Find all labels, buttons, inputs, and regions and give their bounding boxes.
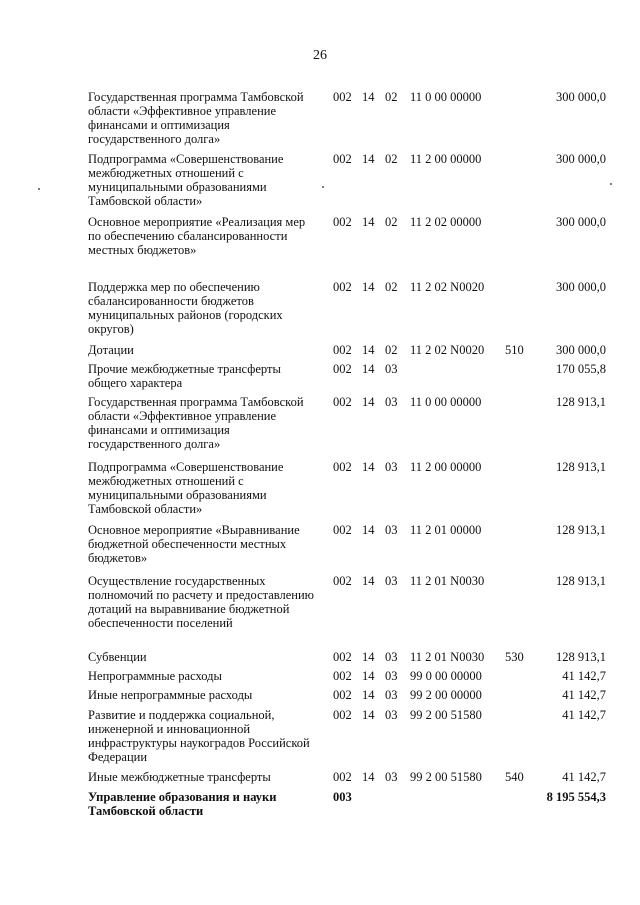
row-ved: 002 [333,395,352,409]
row-pr: 03 [385,395,398,409]
row-ved: 002 [333,280,352,294]
row-rz: 14 [362,669,375,683]
row-ved: 002 [333,460,352,474]
row-sum: 300 000,0 [556,90,606,104]
row-sum: 300 000,0 [556,343,606,357]
row-cs: 11 2 00 00000 [410,152,482,166]
row-name: Непрограммные расходы [88,669,222,683]
row-ved: 002 [333,708,352,722]
row-vr: 540 [505,770,524,784]
row-cs: 11 0 00 00000 [410,90,482,104]
row-pr: 03 [385,708,398,722]
row-vr: 510 [505,343,524,357]
row-vr: 530 [505,650,524,664]
row-ved: 002 [333,90,352,104]
row-name: Осуществление государственных полномочий по расчету и предоставлению дотаций на выравнивание бюджетной обеспеченности поселений [88,574,315,630]
row-rz: 14 [362,460,375,474]
row-pr: 02 [385,343,398,357]
row-pr: 03 [385,574,398,588]
row-sum: 170 055,8 [556,362,606,376]
row-sum: 41 142,7 [562,708,606,722]
row-cs: 11 2 00 00000 [410,460,482,474]
row-sum: 300 000,0 [556,280,606,294]
row-cs: 99 0 00 00000 [410,669,482,683]
row-sum: 128 913,1 [556,523,606,537]
row-sum: 41 142,7 [562,688,606,702]
row-cs: 11 2 02 00000 [410,215,482,229]
row-name: Поддержка мер по обеспечению сбалансированности бюджетов муниципальных районов (городских округов) [88,280,283,336]
row-rz: 14 [362,152,375,166]
row-sum: 8 195 554,3 [546,790,606,804]
row-rz: 14 [362,280,375,294]
row-name: Основное мероприятие «Реализация мер по обеспечению сбалансированности местных бюджетов» [88,215,306,257]
row-name: Основное мероприятие «Выравнивание бюджетной обеспеченности местных бюджетов» [88,523,300,565]
row-pr: 02 [385,152,398,166]
scan-speck [38,188,40,190]
row-ved: 002 [333,574,352,588]
row-rz: 14 [362,688,375,702]
scan-speck [322,186,324,188]
row-sum: 300 000,0 [556,215,606,229]
row-cs: 11 0 00 00000 [410,395,482,409]
row-pr: 03 [385,362,398,376]
row-cs: 99 2 00 51580 [410,708,482,722]
row-sum: 128 913,1 [556,650,606,664]
row-cs: 11 2 01 N0030 [410,574,485,588]
row-ved: 002 [333,152,352,166]
row-pr: 02 [385,280,398,294]
row-name: Прочие межбюджетные трансферты общего характера [88,362,281,390]
row-name: Субвенции [88,650,147,664]
row-ved: 002 [333,362,352,376]
row-name: Иные межбюджетные трансферты [88,770,271,784]
scan-speck [610,183,612,185]
row-ved: 002 [333,770,352,784]
row-ved: 002 [333,669,352,683]
row-name: Подпрограмма «Совершенствование межбюджетных отношений с муниципальными образованиями Тамбовской области» [88,152,284,208]
row-rz: 14 [362,770,375,784]
row-sum: 128 913,1 [556,574,606,588]
row-rz: 14 [362,90,375,104]
row-rz: 14 [362,650,375,664]
row-cs: 11 2 02 N0020 [410,280,485,294]
row-ved: 002 [333,688,352,702]
row-rz: 14 [362,343,375,357]
row-rz: 14 [362,523,375,537]
row-rz: 14 [362,215,375,229]
row-name: Государственная программа Тамбовской области «Эффективное управление финансами и оптимизация государственного долга» [88,90,304,146]
row-name: Дотации [88,343,134,357]
row-name: Иные непрограммные расходы [88,688,253,702]
row-pr: 03 [385,669,398,683]
row-cs: 11 2 01 00000 [410,523,482,537]
row-rz: 14 [362,395,375,409]
row-sum: 300 000,0 [556,152,606,166]
row-sum: 128 913,1 [556,395,606,409]
row-rz: 14 [362,574,375,588]
row-rz: 14 [362,708,375,722]
row-name: Управление образования и науки Тамбовской области [88,790,277,818]
row-sum: 41 142,7 [562,770,606,784]
row-pr: 02 [385,90,398,104]
row-cs: 99 2 00 51580 [410,770,482,784]
row-sum: 128 913,1 [556,460,606,474]
row-name: Государственная программа Тамбовской области «Эффективное управление финансами и оптимизация государственного долга» [88,395,304,451]
row-ved: 003 [333,790,352,804]
row-cs: 11 2 02 N0020 [410,343,485,357]
row-pr: 03 [385,688,398,702]
row-rz: 14 [362,362,375,376]
row-cs: 99 2 00 00000 [410,688,482,702]
row-name: Развитие и поддержка социальной, инженерной и инновационной инфраструктуры наукоградов Российской Федерации [88,708,310,764]
row-ved: 002 [333,650,352,664]
row-pr: 02 [385,215,398,229]
row-pr: 03 [385,523,398,537]
row-cs: 11 2 01 N0030 [410,650,485,664]
row-ved: 002 [333,343,352,357]
row-pr: 03 [385,460,398,474]
row-sum: 41 142,7 [562,669,606,683]
page-number: 26 [313,48,327,63]
row-ved: 002 [333,215,352,229]
row-pr: 03 [385,650,398,664]
row-ved: 002 [333,523,352,537]
row-name: Подпрограмма «Совершенствование межбюджетных отношений с муниципальными образованиями Тамбовской области» [88,460,284,516]
row-pr: 03 [385,770,398,784]
